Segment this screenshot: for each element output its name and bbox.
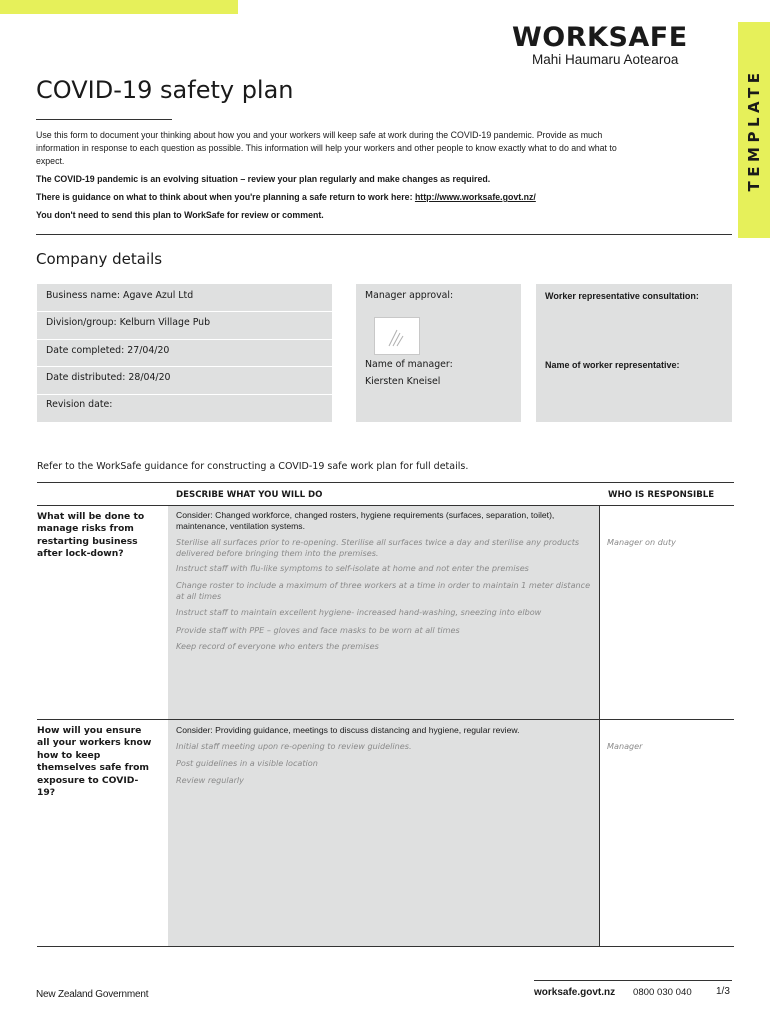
worksafe-logo bbox=[512, 24, 712, 68]
list-item[interactable]: Review regularly bbox=[176, 775, 244, 785]
responsible-column-header: WHO IS RESPONSIBLE bbox=[608, 490, 715, 500]
top-accent-bar bbox=[0, 0, 238, 14]
guidance-note bbox=[36, 192, 536, 202]
manager-panel bbox=[356, 284, 521, 422]
list-item[interactable]: Keep record of everyone who enters the premises bbox=[176, 641, 379, 651]
worker-rep-name-label: Name of worker representative: bbox=[545, 360, 680, 370]
question-worker-awareness: How will you ensure all your workers know how to keep themselves safe from exposure to COVID-19? bbox=[37, 725, 152, 799]
company-details-heading: Company details bbox=[36, 250, 163, 268]
page-number: 1/3 bbox=[716, 986, 730, 997]
business-name-field[interactable]: Business name: Agave Azul Ltd bbox=[46, 290, 194, 301]
division-row bbox=[37, 311, 332, 337]
describe-column-header: DESCRIBE WHAT YOU WILL DO bbox=[176, 490, 323, 500]
company-info-panel bbox=[37, 284, 332, 422]
list-item[interactable]: Post guidelines in a visible location bbox=[176, 758, 318, 768]
consider-worker-awareness: Consider: Providing guidance, meetings to discuss distancing and hygiene, regular review. bbox=[176, 725, 520, 735]
intro-paragraph: Use this form to document your thinking about how you and your workers will keep safe at work during the COVID-19 pandemic. Provide as much information in response to each question as possible. This information will help your workers and other people to know exactly what to do and what to expect. bbox=[36, 130, 617, 166]
list-item[interactable]: Sterilise all surfaces prior to re-opening. Sterilise all surfaces twice a day and sterilise any products delivered before bringing them into the premises. bbox=[176, 537, 580, 558]
date-distributed-row bbox=[37, 366, 332, 392]
send-note-end: need to send this plan to WorkSafe for review or comment. bbox=[75, 210, 324, 220]
guidance-text: There is guidance on what to think about when you're planning a safe return to work here: bbox=[36, 192, 415, 202]
consider-restart-risks: Consider: Changed workforce, changed rosters, hygiene requirements (surfaces, separation, toilet), maintenance, ventilation systems. bbox=[176, 510, 555, 531]
responsible-worker-awareness[interactable]: Manager bbox=[607, 741, 643, 751]
business-name-row bbox=[37, 284, 332, 310]
manager-name-label: Name of manager: bbox=[365, 359, 453, 370]
section-divider bbox=[36, 234, 732, 235]
list-item[interactable]: Instruct staff to maintain excellent hygiene- increased hand-washing, sneezing into elbow bbox=[176, 607, 542, 617]
division-field[interactable]: Division/group: Kelburn Village Pub bbox=[46, 317, 211, 328]
guidance-reference: Refer to the WorkSafe guidance for constructing a COVID-19 safe work plan for full details. bbox=[37, 461, 469, 472]
date-completed-row bbox=[37, 339, 332, 365]
worker-consultation-label: Worker representative consultation: bbox=[545, 291, 699, 301]
table-bottom-rule bbox=[37, 946, 734, 947]
page-title: COVID-19 safety plan bbox=[36, 76, 294, 104]
template-side-tab bbox=[738, 22, 770, 238]
list-item[interactable]: Provide staff with PPE – gloves and face masks to be worn at all times bbox=[176, 625, 460, 635]
plan-table bbox=[37, 482, 734, 948]
title-underline bbox=[36, 119, 172, 120]
guidance-link[interactable]: http://www.worksafe.govt.nz/ bbox=[414, 192, 536, 202]
revision-date-field[interactable]: Revision date: bbox=[46, 399, 113, 410]
send-note bbox=[36, 210, 324, 220]
nz-government-logo: New Zealand Government bbox=[36, 989, 149, 1000]
table-top-rule bbox=[37, 482, 734, 483]
footer-rule bbox=[534, 980, 732, 981]
list-item[interactable]: Instruct staff with flu-like symptoms to self-isolate at home and not enter the premises bbox=[176, 563, 529, 573]
date-distributed-field[interactable]: Date distributed: 28/04/20 bbox=[46, 372, 171, 383]
evolving-note: The COVID-19 pandemic is an evolving situation – review your plan regularly and make changes as required. bbox=[36, 174, 491, 184]
logo-subtitle: Mahi Haumaru Aotearoa bbox=[532, 52, 679, 67]
logo-wordmark: WORKSAFE bbox=[512, 22, 688, 53]
section-rule bbox=[37, 719, 734, 720]
list-item[interactable]: Initial staff meeting upon re-opening to review guidelines. bbox=[176, 741, 412, 751]
manager-name-value[interactable]: Kiersten Kneisel bbox=[365, 376, 441, 387]
template-label: TEMPLATE bbox=[745, 68, 763, 192]
footer-phone: 0800 030 040 bbox=[633, 987, 692, 998]
worker-representative-panel bbox=[536, 284, 732, 422]
footer-website[interactable]: worksafe.govt.nz bbox=[534, 987, 616, 998]
manager-approval-label: Manager approval: bbox=[365, 290, 454, 301]
send-note-emphasis: don't bbox=[54, 210, 76, 220]
responsible-restart-risks[interactable]: Manager on duty bbox=[607, 537, 676, 547]
list-item[interactable]: Change roster to include a maximum of three workers at a time in order to maintain 1 meter distance at all times bbox=[176, 580, 591, 601]
header-rule bbox=[37, 505, 734, 506]
revision-date-row bbox=[37, 394, 332, 420]
manager-signature-box[interactable] bbox=[374, 317, 420, 355]
date-completed-field[interactable]: Date completed: 27/04/20 bbox=[46, 345, 170, 356]
question-restart-risks: What will be done to manage risks from restarting business after lock-down? bbox=[37, 511, 145, 560]
send-note-start: You bbox=[36, 210, 55, 220]
signature-icon bbox=[383, 324, 413, 350]
